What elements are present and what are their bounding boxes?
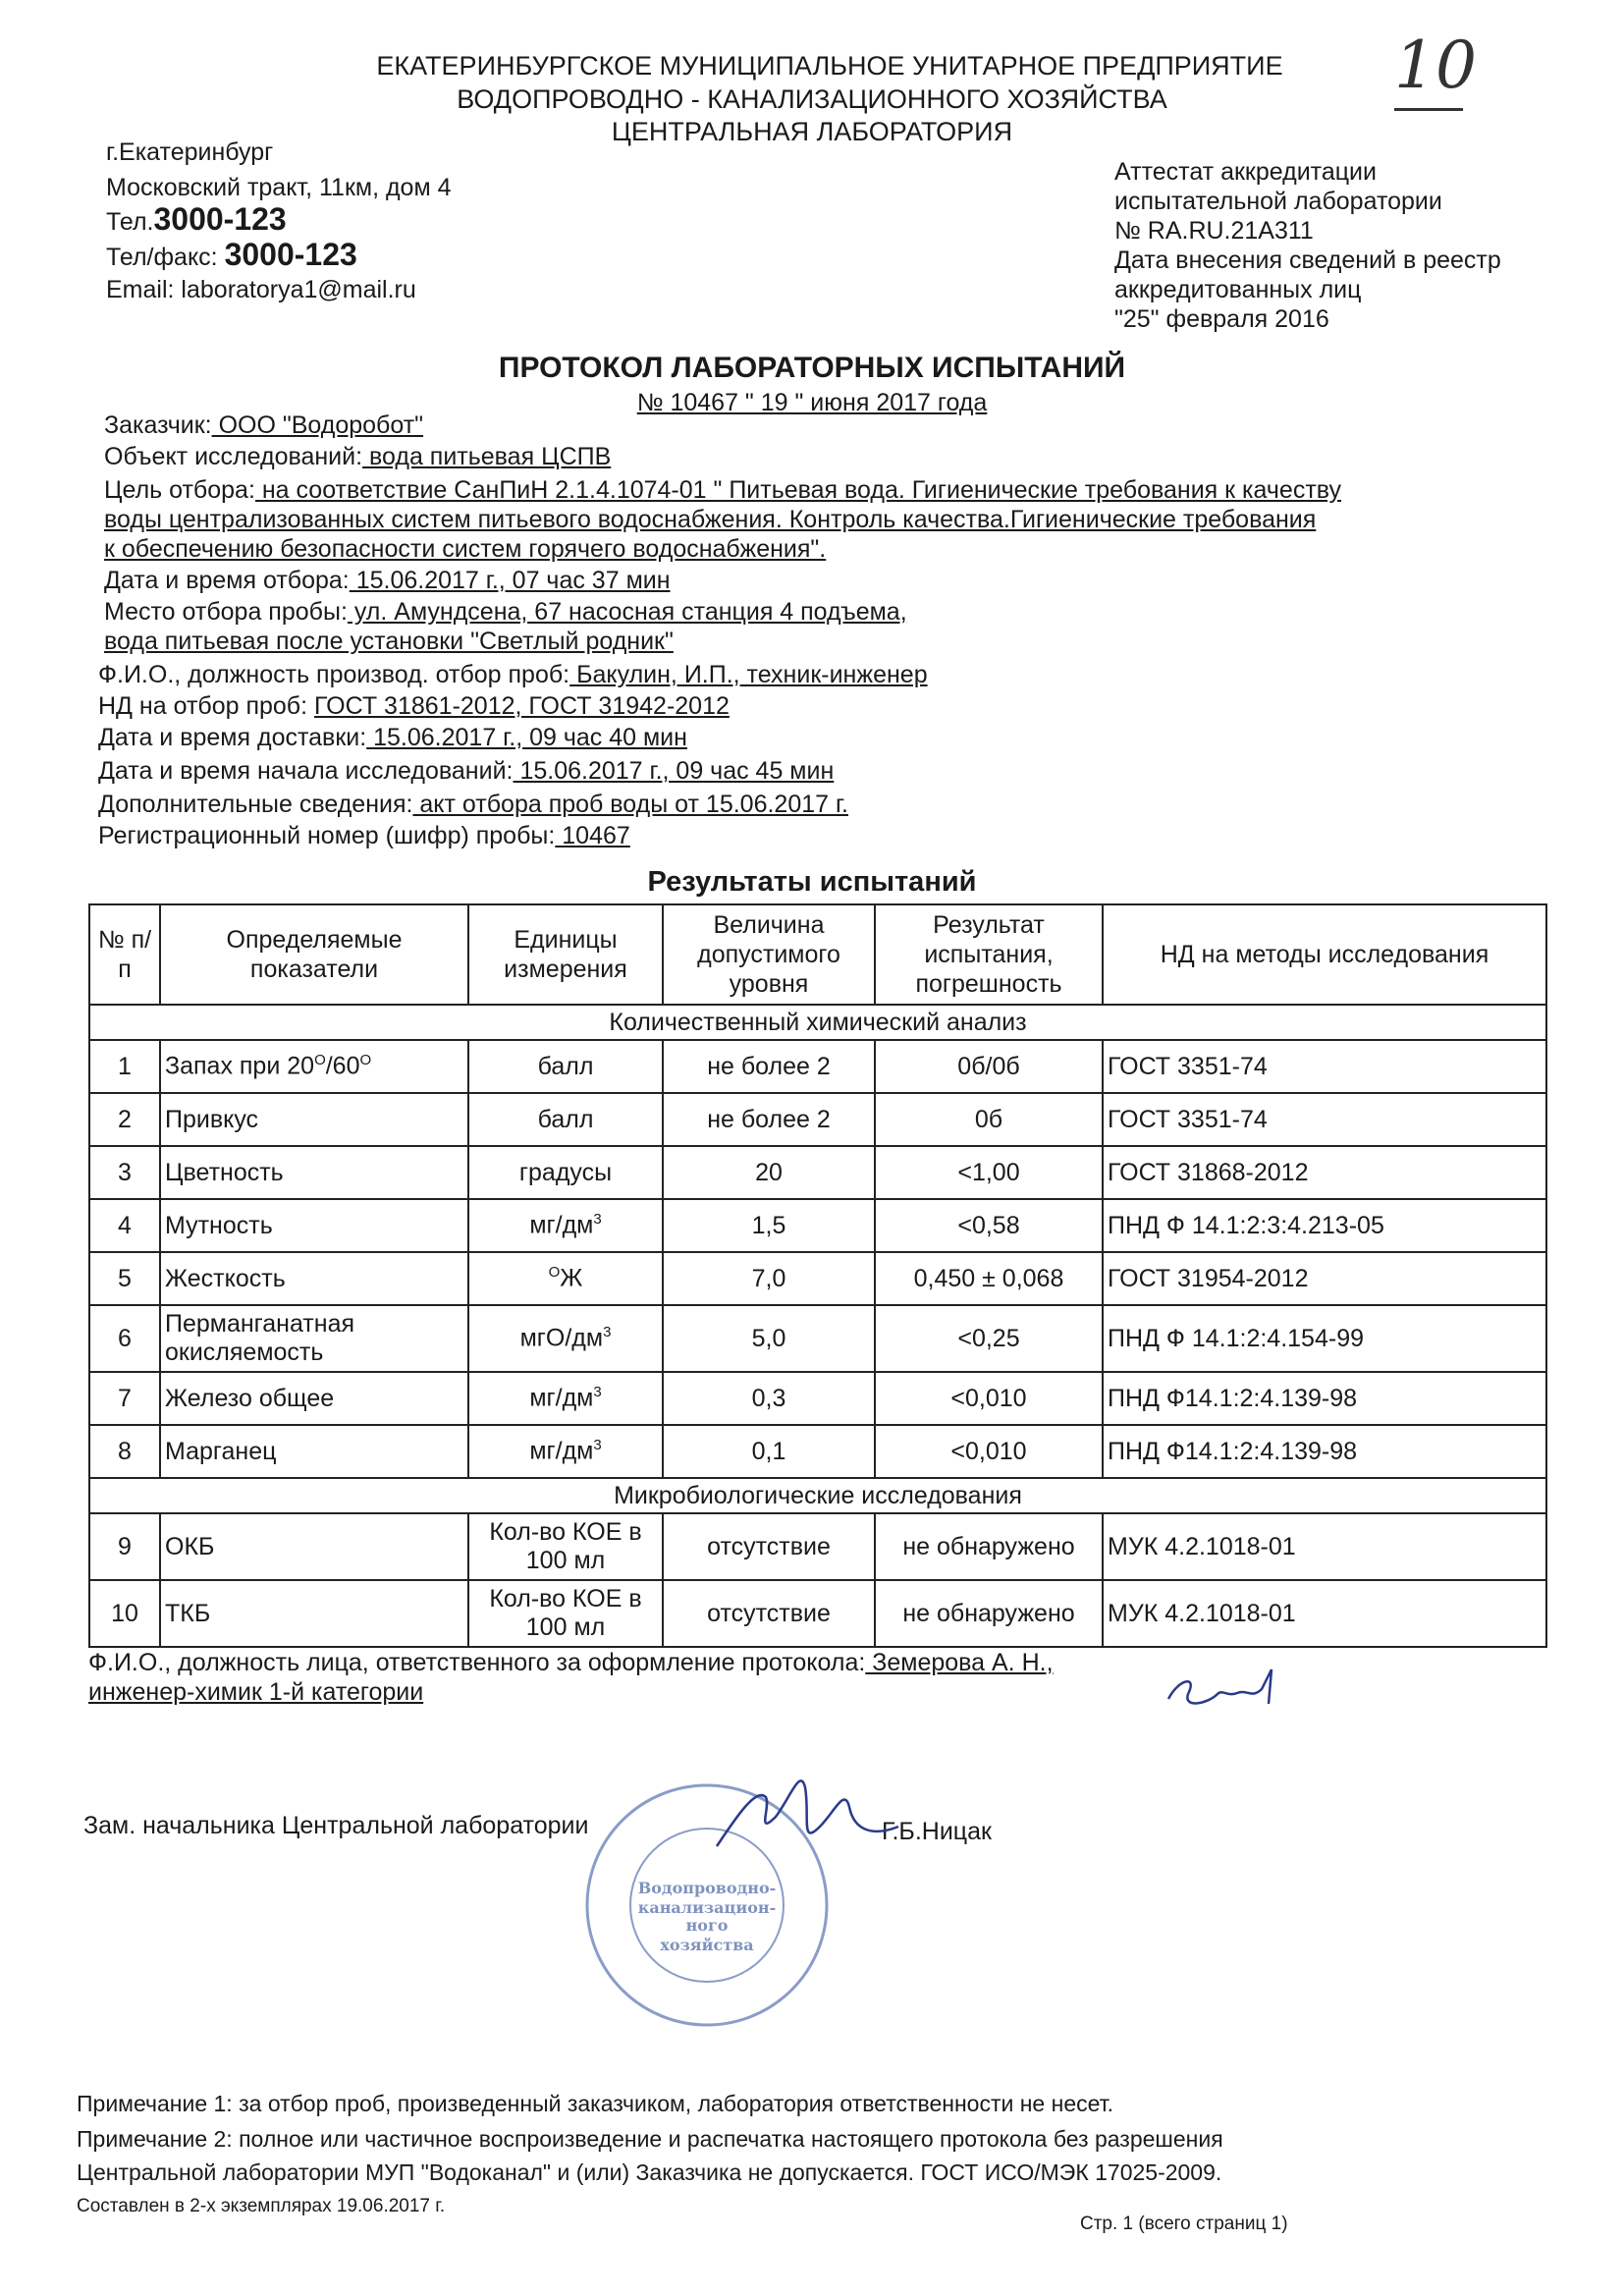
page-counter: Стр. 1 (всего страниц 1) xyxy=(1080,2214,1288,2234)
table-row xyxy=(89,1252,1546,1305)
contact-city: г.Екатеринбург xyxy=(106,138,274,166)
row-unit: Кол-во КОЕ в 100 мл xyxy=(468,1513,663,1580)
field-delivery xyxy=(98,723,687,752)
table-row xyxy=(89,1513,1546,1580)
row-method: ПНД Ф 14.1:2:4.154-99 xyxy=(1103,1305,1546,1372)
field-purpose-line3: к обеспечению безопасности систем горячего водоснабжения". xyxy=(104,535,827,563)
row-limit: не более 2 xyxy=(663,1040,875,1093)
note-1: Примечание 1: за отбор проб, произведенный заказчиком, лаборатория ответственности не несет. xyxy=(77,2091,1114,2116)
field-registration-number xyxy=(98,821,630,850)
row-result: <0,010 xyxy=(875,1372,1103,1425)
field-sampling-datetime xyxy=(104,566,671,595)
header-limit: Величина допустимого уровня xyxy=(663,904,875,1005)
header-unit: Единицы измерения xyxy=(468,904,663,1005)
note-2-line2: Центральной лаборатории МУП "Водоканал" и (или) Заказчика не допускается. ГОСТ ИСО/МЭК 17025-2009. xyxy=(77,2159,1222,2185)
accreditation-line1: Аттестат аккредитации xyxy=(1114,158,1377,186)
section-microbiology-label: Микробиологические исследования xyxy=(89,1478,1546,1513)
sampling-datetime-value: 15.06.2017 г., 07 час 37 мин xyxy=(349,567,671,594)
accreditation-line5: аккредитованных лиц xyxy=(1114,276,1362,303)
table-row xyxy=(89,1305,1546,1372)
sampling-datetime-label: Дата и время отбора: xyxy=(104,567,350,594)
copies-note: Составлен в 2-х экземплярах 19.06.2017 г. xyxy=(77,2196,446,2216)
responsible-person xyxy=(88,1648,1054,1677)
deputy-name: Г.Б.Ницак xyxy=(882,1818,992,1845)
row-limit: 0,1 xyxy=(663,1425,875,1478)
registration-value: 10467 xyxy=(555,822,630,849)
row-unit: мгО/$дм^3$ xyxy=(468,1305,663,1372)
place-label: Место отбора пробы: xyxy=(104,598,348,626)
org-name-line2: ВОДОПРОВОДНО - КАНАЛИЗАЦИОННОГО ХОЗЯЙСТВА xyxy=(457,84,1167,114)
row-num: 3 xyxy=(89,1146,160,1199)
row-indicator: Жесткость xyxy=(160,1252,468,1305)
field-purpose-line2: воды централизованных систем питьевого водоснабжения. Контроль качества.Гигиенические требования xyxy=(104,506,1317,533)
row-unit: балл xyxy=(468,1093,663,1146)
customer-value: ООО "Водоробот" xyxy=(211,411,424,439)
row-limit: не более 2 xyxy=(663,1093,875,1146)
row-indicator: Железо общее xyxy=(160,1372,468,1425)
row-limit: 5,0 xyxy=(663,1305,875,1372)
table-row xyxy=(89,1199,1546,1252)
row-result: 0б xyxy=(875,1093,1103,1146)
row-method: ГОСТ 31954-2012 xyxy=(1103,1252,1546,1305)
responsible-label: Ф.И.О., должность лица, ответственного за оформление протокола: xyxy=(88,1649,866,1676)
row-method: ПНД Ф 14.1:2:3:4.213-05 xyxy=(1103,1199,1546,1252)
sampling-nd-label: НД на отбор проб: xyxy=(98,692,315,720)
row-result: не обнаружено xyxy=(875,1513,1103,1580)
row-method: МУК 4.2.1018-01 xyxy=(1103,1513,1546,1580)
customer-label: Заказчик: xyxy=(104,411,212,439)
row-result: не обнаружено xyxy=(875,1580,1103,1647)
row-num: 4 xyxy=(89,1199,160,1252)
row-indicator: ТКБ xyxy=(160,1580,468,1647)
contact-tel xyxy=(106,201,287,237)
row-num: 9 xyxy=(89,1513,160,1580)
row-method: МУК 4.2.1018-01 xyxy=(1103,1580,1546,1647)
org-name-line3: ЦЕНТРАЛЬНАЯ ЛАБОРАТОРИЯ xyxy=(611,117,1013,146)
results-title: Результаты испытаний xyxy=(647,866,977,898)
sampling-nd-value: ГОСТ 31861-2012, ГОСТ 31942-2012 xyxy=(314,692,730,720)
table-row xyxy=(89,1425,1546,1478)
signature-deputy xyxy=(707,1758,903,1866)
field-study-start xyxy=(98,756,834,786)
row-limit: 20 xyxy=(663,1146,875,1199)
row-num: 8 xyxy=(89,1425,160,1478)
row-num: 2 xyxy=(89,1093,160,1146)
email-label: Email: xyxy=(106,276,175,303)
protocol-number-date: № 10467 " 19 " июня 2017 года xyxy=(636,389,988,416)
row-indicator: Цветность xyxy=(160,1146,468,1199)
field-extra-info xyxy=(98,790,848,819)
purpose-value-1: на соответствие СанПиН 2.1.4.1074-01 " Питьевая вода. Гигиенические требования к качеству xyxy=(254,476,1341,504)
section-chemical xyxy=(89,1005,1546,1040)
row-method: ГОСТ 3351-74 xyxy=(1103,1093,1546,1146)
study-start-value: 15.06.2017 г., 09 час 45 мин xyxy=(513,757,835,785)
stamp-text-2: канализацион- xyxy=(637,1898,777,1917)
fax-value: 3000-123 xyxy=(224,237,357,272)
row-indicator: Марганец xyxy=(160,1425,468,1478)
row-unit: балл xyxy=(468,1040,663,1093)
accreditation-date: "25" февраля 2016 xyxy=(1114,305,1329,333)
accreditation-line4: Дата внесения сведений в реестр xyxy=(1114,246,1501,274)
extra-info-label: Дополнительные сведения: xyxy=(98,791,413,818)
row-unit: $мг/дм^3$ xyxy=(468,1199,663,1252)
sampler-label: Ф.И.О., должность производ. отбор проб: xyxy=(98,661,570,688)
fax-label: Тел/факс: xyxy=(106,244,218,271)
row-indicator: Привкус xyxy=(160,1093,468,1146)
table-row xyxy=(89,1372,1546,1425)
row-unit: $мг/дм^3$ xyxy=(468,1425,663,1478)
row-limit: 0,3 xyxy=(663,1372,875,1425)
accreditation-number: № RA.RU.21A311 xyxy=(1114,217,1314,245)
results-table xyxy=(88,903,1547,1648)
row-unit: Кол-во КОЕ в 100 мл xyxy=(468,1580,663,1647)
row-result: <0,58 xyxy=(875,1199,1103,1252)
row-result: 0,450 ± 0,068 xyxy=(875,1252,1103,1305)
row-num: 10 xyxy=(89,1580,160,1647)
row-method: ГОСТ 31868-2012 xyxy=(1103,1146,1546,1199)
protocol-title: ПРОТОКОЛ ЛАБОРАТОРНЫХ ИСПЫТАНИЙ xyxy=(498,352,1126,384)
contact-email xyxy=(106,275,416,304)
stamp-text-4: хозяйства xyxy=(660,1936,754,1954)
table-row xyxy=(89,1040,1546,1093)
row-indicator: Перманганатная окисляемость xyxy=(160,1305,468,1372)
section-microbiology xyxy=(89,1478,1546,1513)
tel-label: Тел. xyxy=(106,208,154,236)
table-row xyxy=(89,1093,1546,1146)
row-method: ПНД Ф14.1:2:4.139-98 xyxy=(1103,1372,1546,1425)
row-result: <0,010 xyxy=(875,1425,1103,1478)
email-value: laboratorya1@mail.ru xyxy=(181,276,416,303)
contact-address: Московский тракт, 11км, дом 4 xyxy=(106,174,452,201)
row-unit: $мг/дм^3$ xyxy=(468,1372,663,1425)
object-value: вода питьевая ЦСПВ xyxy=(362,443,612,470)
header-result: Результат испытания, погрешность xyxy=(875,904,1103,1005)
row-num: 1 xyxy=(89,1040,160,1093)
stamp-text-1: Водопроводно- xyxy=(637,1879,777,1897)
responsible-name: Земерова А. Н., xyxy=(865,1649,1054,1676)
field-place-line2: вода питьевая после установки "Светлый родник" xyxy=(104,628,674,655)
row-num: 7 xyxy=(89,1372,160,1425)
row-limit: отсутствие xyxy=(663,1580,875,1647)
field-customer xyxy=(104,410,423,440)
registration-label: Регистрационный номер (шифр) пробы: xyxy=(98,822,556,849)
field-place-line1 xyxy=(104,597,907,627)
row-limit: 1,5 xyxy=(663,1199,875,1252)
table-header-row xyxy=(89,904,1546,1005)
field-object xyxy=(104,442,611,471)
contact-fax xyxy=(106,237,357,272)
accreditation-line2: испытательной лаборатории xyxy=(1114,188,1442,215)
place-value-1: ул. Амундсена, 67 насосная станция 4 подъема, xyxy=(347,598,907,626)
delivery-label: Дата и время доставки: xyxy=(98,724,367,751)
row-num: 5 xyxy=(89,1252,160,1305)
row-unit: $^О$Ж xyxy=(468,1252,663,1305)
accreditation-block xyxy=(1114,157,1501,334)
sampler-value: Бакулин, И.П., техник-инженер xyxy=(569,661,928,688)
responsible-position: инженер-химик 1-й категории xyxy=(88,1678,424,1706)
org-name-line1: ЕКАТЕРИНБУРГСКОЕ МУНИЦИПАЛЬНОЕ УНИТАРНОЕ ПРЕДПРИЯТИЕ xyxy=(376,51,1283,81)
row-method: ГОСТ 3351-74 xyxy=(1103,1040,1546,1093)
row-indicator: Запах при $20^О/60^О$ xyxy=(160,1040,468,1093)
tel-value: 3000-123 xyxy=(153,201,287,237)
delivery-value: 15.06.2017 г., 09 час 40 мин xyxy=(366,724,687,751)
section-chemical-label: Количественный химический анализ xyxy=(89,1005,1546,1040)
object-label: Объект исследований: xyxy=(104,443,363,470)
row-result: <0,25 xyxy=(875,1305,1103,1372)
header-indicator: Определяемые показатели xyxy=(160,904,468,1005)
row-num: 6 xyxy=(89,1305,160,1372)
purpose-label: Цель отбора: xyxy=(104,476,255,504)
extra-info-value: акт отбора проб воды от 15.06.2017 г. xyxy=(412,791,848,818)
table-row xyxy=(89,1146,1546,1199)
header-num: № п/п xyxy=(89,904,160,1005)
row-unit: градусы xyxy=(468,1146,663,1199)
row-limit: отсутствие xyxy=(663,1513,875,1580)
row-result: 0б/0б xyxy=(875,1040,1103,1093)
row-result: <1,00 xyxy=(875,1146,1103,1199)
deputy-label: Зам. начальника Центральной лаборатории xyxy=(83,1812,589,1839)
table-row xyxy=(89,1580,1546,1647)
stamp-text-3: ного xyxy=(685,1916,729,1935)
row-indicator: Мутность xyxy=(160,1199,468,1252)
row-indicator: ОКБ xyxy=(160,1513,468,1580)
signature-responsible xyxy=(1159,1660,1296,1728)
field-sampler xyxy=(98,660,928,689)
handwritten-page-number: 10 xyxy=(1394,27,1477,103)
field-sampling-nd xyxy=(98,691,730,721)
row-limit: 7,0 xyxy=(663,1252,875,1305)
row-method: ПНД Ф14.1:2:4.139-98 xyxy=(1103,1425,1546,1478)
note-2-line1: Примечание 2: полное или частичное воспроизведение и распечатка настоящего протокола без разрешения xyxy=(77,2126,1223,2152)
header-method: НД на методы исследования xyxy=(1103,904,1546,1005)
study-start-label: Дата и время начала исследований: xyxy=(98,757,514,785)
field-purpose-line1 xyxy=(104,475,1341,505)
